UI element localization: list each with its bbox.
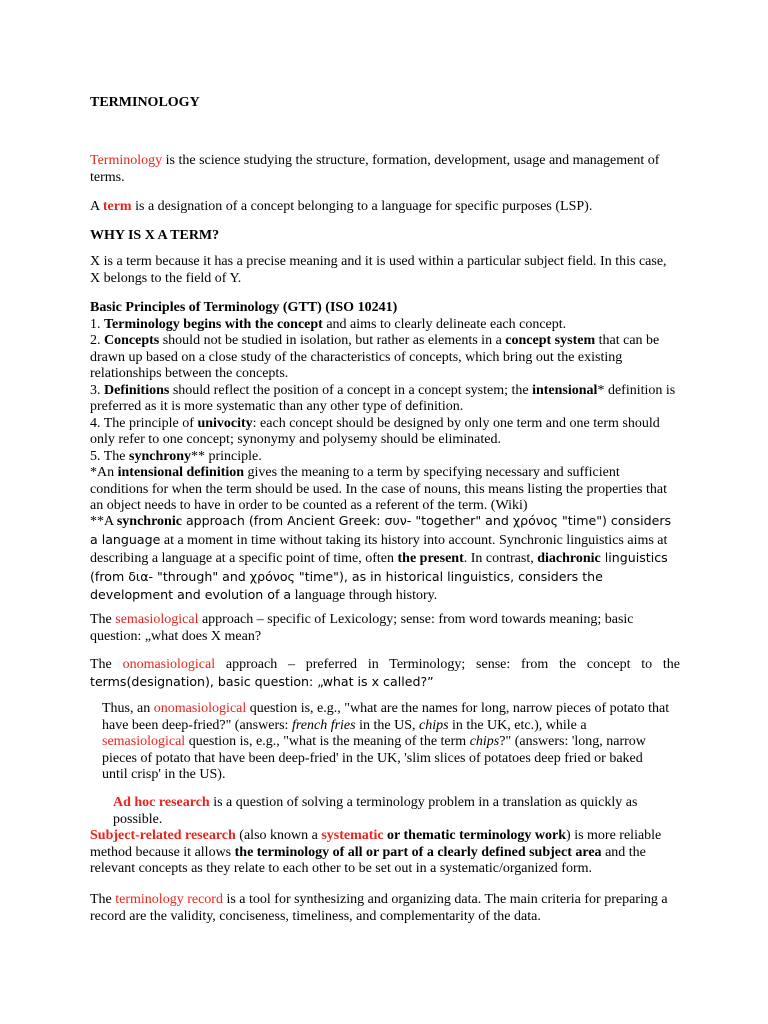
term-subject-research: Subject-related research: [90, 828, 236, 843]
why-term-paragraph: X is a term because it has a precise meaning and it is used within a particular subject field. In this case, X belongs to the field of Y.: [90, 254, 667, 286]
italic-text: french fries: [291, 717, 356, 733]
item-text: and aims to clearly delineate each concept.: [322, 316, 567, 332]
text: in the UK, etc.), while a: [448, 717, 587, 733]
text: in the US,: [355, 717, 419, 733]
terminology-record-paragraph: [90, 892, 680, 925]
text: The: [90, 612, 116, 627]
footnote-text: . In contrast,: [463, 551, 538, 566]
bold-text: intensional: [532, 382, 598, 398]
text: question is, e.g., "what are the names for long, narrow pieces of potato that have been deep-fried?" (answers:: [102, 701, 670, 733]
item-text: should reflect the position of a concept in a concept system; the: [169, 382, 533, 398]
term-systematic: systematic: [321, 828, 384, 843]
footnote-text: gives the meaning to a term by specifying necessary and sufficient conditions for when the term should be used. In the case of nouns, this means listing the properties that an object needs to have in order to be counted as a referent of the term. (Wiki): [90, 465, 667, 513]
bold-text: synchrony: [129, 448, 191, 464]
text: approach – preferred in Terminology; sense: from the concept to the: [215, 657, 681, 672]
term-terminology-record: terminology record: [115, 892, 223, 907]
term-adhoc-research: Ad hoc research: [113, 795, 210, 810]
term-semasiological: semasiological: [102, 734, 186, 749]
term-semasiological: semasiological: [115, 612, 199, 627]
footnote-synchronic: [90, 512, 680, 605]
text: Thus, an: [102, 701, 154, 716]
item-number: 2.: [90, 333, 104, 348]
bold-text: intensional definition: [117, 465, 245, 480]
item-number: 1.: [90, 316, 104, 332]
bold-text: univocity: [197, 415, 253, 431]
text: question is, e.g., "what is the meaning of the term: [185, 734, 470, 749]
page-title: TERMINOLOGY: [90, 95, 200, 110]
bold-text: Terminology begins with the concept: [104, 316, 323, 332]
footnote-text: approach (from Ancient Greek: συν- "together" and χρόνος "time") considers a language: [90, 513, 672, 547]
term-onomasiological: onomasiological: [153, 701, 247, 716]
item-text: 4. The principle of: [90, 415, 198, 431]
item-text: 5. The: [90, 448, 130, 464]
bold-text: concept system: [505, 333, 596, 348]
text: and the relevant concepts as they relate to each other to be set out in a systematic/organized form.: [90, 844, 646, 876]
footnote-text: language through history.: [291, 588, 438, 603]
item-text: : each concept should be designed by only one term and one term should only refer to one concept; synonymy and polysemy should be eliminated.: [90, 415, 660, 447]
footnote-text: linguistics (from δια- "through" and χρόνος "time"), as in historical linguistics, considers the development and evolution of a: [90, 550, 668, 602]
item-number: 3.: [90, 382, 104, 398]
principle-item: [90, 416, 680, 449]
text: The: [90, 892, 116, 907]
principle-item: [90, 383, 680, 416]
definition-text: is the science studying the structure, formation, development, usage and management of terms.: [90, 153, 660, 185]
item-text: should not be studied in isolation, but rather as elements in a: [159, 333, 506, 348]
definition-text: is a designation of a concept belonging to a language for specific purposes (LSP).: [131, 199, 593, 214]
bold-text: the present: [397, 551, 464, 566]
item-text: * definition is preferred as it is more systematic than any other type of definition.: [90, 382, 676, 414]
text: is a question of solving a terminology problem in a translation as quickly as possible.: [113, 795, 638, 827]
bold-text: the terminology of all or part of a clearly defined subject area: [234, 844, 602, 860]
principle-item: [90, 333, 680, 383]
item-text: ** principle.: [191, 448, 262, 464]
adhoc-research-paragraph: [90, 795, 680, 828]
example-paragraph: [102, 701, 670, 784]
text: is a tool for synthesizing and organizing data. The main criteria for preparing a record are the validity, conciseness, timeliness, and complementarity of the data.: [90, 892, 668, 924]
italic-text: chips: [418, 717, 449, 733]
definition-terminology: [90, 153, 680, 186]
footnote-marker: *An: [90, 465, 118, 480]
text: The: [90, 657, 123, 672]
text: ?" (answers: 'long, narrow pieces of potato that have been deep-fried' in the UK, 'slim slices of potatoes deep fried or baked until crisp' in the US).: [102, 734, 646, 782]
basic-principles-heading: Basic Principles of Terminology (GTT) (ISO 10241): [90, 300, 398, 315]
bold-text: or thematic terminology work: [383, 828, 567, 843]
footnote-intensional: [90, 465, 680, 515]
principle-item: [90, 449, 680, 466]
footnote-marker: **A: [90, 514, 117, 529]
text: (also known a: [235, 828, 322, 843]
onomasiological-paragraph: [90, 657, 680, 691]
bold-text: Definitions: [104, 382, 170, 398]
item-text: that can be drawn up based on a close study of the characteristics of concepts, which bring out the existing relationships between the concepts.: [90, 333, 660, 381]
bold-text: diachronic: [537, 551, 601, 566]
term-terminology: Terminology: [90, 153, 163, 168]
text: terms(designation), basic question: „what is x called?”: [90, 673, 434, 689]
definition-term: [90, 199, 680, 216]
research-section: [90, 795, 680, 878]
article: A: [90, 199, 103, 214]
section-heading: WHY IS X A TERM?: [90, 228, 220, 243]
bold-text: Concepts: [104, 333, 160, 348]
footnote-text: at a moment in time without taking its history into account. Synchronic linguistics aims at describing a language at a specific point of time, often: [90, 532, 668, 566]
term-term: term: [102, 199, 132, 214]
basic-principles-section: [90, 300, 680, 515]
principle-item: [90, 317, 680, 334]
bold-text: synchronic: [116, 514, 182, 529]
italic-text: chips: [469, 734, 500, 749]
semasiological-paragraph: [90, 612, 680, 645]
subject-research-paragraph: [90, 828, 680, 878]
text: ) is more reliable method because it allows: [90, 828, 662, 860]
text: approach – specific of Lexicology; sense: from word towards meaning; basic question: „what does X mean?: [90, 612, 634, 644]
term-onomasiological: onomasiological: [122, 657, 216, 672]
